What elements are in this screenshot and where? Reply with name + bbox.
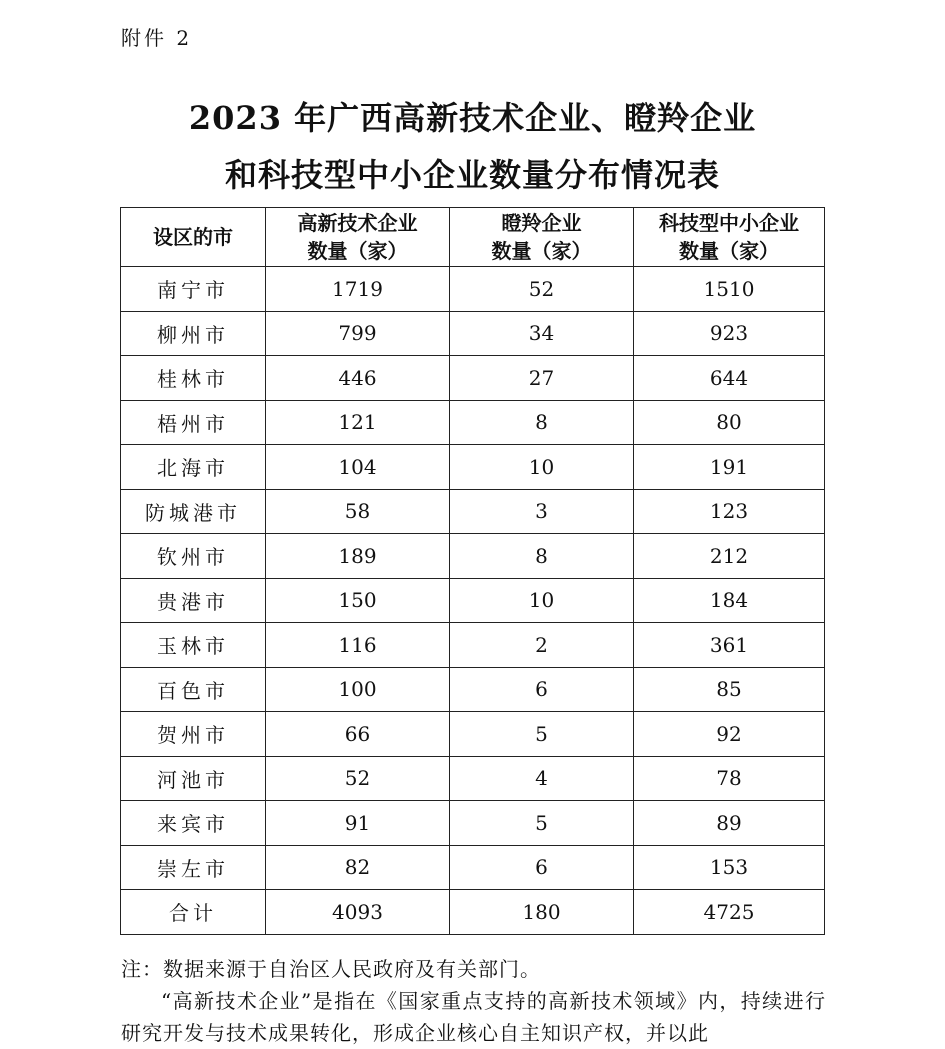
- cell-gazelle: 27: [450, 356, 634, 401]
- page-title-line1: 2023 年广西高新技术企业、瞪羚企业: [188, 99, 757, 137]
- table-body: [121, 267, 825, 935]
- cell-sme: 85: [634, 667, 825, 712]
- header-sme-line2: 数量（家）: [679, 239, 779, 263]
- definition-note: “高新技术企业”是指在《国家重点支持的高新技术领域》内，持续进行研究开发与技术成果转化，形成企业核心自主知识产权，并以此: [121, 989, 826, 1045]
- cell-city: 贵港市: [121, 578, 266, 623]
- table-row: [121, 267, 825, 312]
- cell-city: 崇左市: [121, 845, 266, 890]
- table-total-row: [121, 890, 825, 935]
- cell-city: 钦州市: [121, 534, 266, 579]
- cell-sme: 361: [634, 623, 825, 668]
- header-sme-line1: 科技型中小企业: [659, 211, 799, 235]
- cell-sme: 4725: [634, 890, 825, 935]
- cell-gazelle: 8: [450, 534, 634, 579]
- cell-high-tech: 121: [266, 400, 450, 445]
- cell-city: 桂林市: [121, 356, 266, 401]
- cell-gazelle: 5: [450, 801, 634, 846]
- cell-sme: 92: [634, 712, 825, 757]
- cell-sme: 80: [634, 400, 825, 445]
- cell-city: 柳州市: [121, 311, 266, 356]
- table-row: [121, 400, 825, 445]
- cell-gazelle: 5: [450, 712, 634, 757]
- table-row: [121, 623, 825, 668]
- cell-gazelle: 180: [450, 890, 634, 935]
- table-row: [121, 756, 825, 801]
- page-title-line2: 和科技型中小企业数量分布情况表: [224, 156, 720, 194]
- table-row: [121, 489, 825, 534]
- cell-high-tech: 4093: [266, 890, 450, 935]
- table-row: [121, 356, 825, 401]
- cell-gazelle: 34: [450, 311, 634, 356]
- cell-high-tech: 91: [266, 801, 450, 846]
- cell-sme: 1510: [634, 267, 825, 312]
- header-gazelle-line1: 瞪羚企业: [501, 211, 582, 235]
- header-high-tech: [266, 208, 450, 267]
- cell-high-tech: 189: [266, 534, 450, 579]
- cell-gazelle: 10: [450, 578, 634, 623]
- cell-high-tech: 1719: [266, 267, 450, 312]
- table-row: [121, 712, 825, 757]
- cell-high-tech: 82: [266, 845, 450, 890]
- cell-gazelle: 52: [450, 267, 634, 312]
- cell-high-tech: 100: [266, 667, 450, 712]
- cell-sme: 184: [634, 578, 825, 623]
- cell-sme: 89: [634, 801, 825, 846]
- header-gazelle-line2: 数量（家）: [491, 239, 592, 263]
- cell-gazelle: 6: [450, 845, 634, 890]
- cell-city: 南宁市: [121, 267, 266, 312]
- cell-sme: 191: [634, 445, 825, 490]
- cell-high-tech: 150: [266, 578, 450, 623]
- table-row: [121, 801, 825, 846]
- cell-sme: 923: [634, 311, 825, 356]
- cell-city: 百色市: [121, 667, 266, 712]
- cell-gazelle: 2: [450, 623, 634, 668]
- cell-high-tech: 58: [266, 489, 450, 534]
- cell-city: 河池市: [121, 756, 266, 801]
- cell-high-tech: 66: [266, 712, 450, 757]
- table-row: [121, 578, 825, 623]
- cell-high-tech: 799: [266, 311, 450, 356]
- enterprise-distribution-table: [120, 207, 825, 935]
- header-city: [121, 208, 266, 267]
- header-gazelle: [450, 208, 634, 267]
- cell-high-tech: 116: [266, 623, 450, 668]
- cell-gazelle: 3: [450, 489, 634, 534]
- cell-high-tech: 52: [266, 756, 450, 801]
- cell-gazelle: 6: [450, 667, 634, 712]
- cell-sme: 123: [634, 489, 825, 534]
- table-row: [121, 445, 825, 490]
- header-city-label: 设区的市: [153, 225, 233, 249]
- cell-sme: 153: [634, 845, 825, 890]
- table-row: [121, 311, 825, 356]
- cell-gazelle: 8: [450, 400, 634, 445]
- header-sme: [634, 208, 825, 267]
- cell-city: 防城港市: [121, 489, 266, 534]
- cell-sme: 212: [634, 534, 825, 579]
- source-note: 注：数据来源于自治区人民政府及有关部门。: [121, 957, 541, 981]
- cell-city: 来宾市: [121, 801, 266, 846]
- cell-city: 贺州市: [121, 712, 266, 757]
- cell-city: 玉林市: [121, 623, 266, 668]
- cell-high-tech: 446: [266, 356, 450, 401]
- attachment-label: 附件 2: [121, 26, 193, 50]
- header-high-tech-line1: 高新技术企业: [297, 211, 418, 235]
- cell-city: 梧州市: [121, 400, 266, 445]
- table-row: [121, 667, 825, 712]
- table-row: [121, 845, 825, 890]
- cell-gazelle: 4: [450, 756, 634, 801]
- table-row: [121, 534, 825, 579]
- cell-sme: 78: [634, 756, 825, 801]
- cell-sme: 644: [634, 356, 825, 401]
- cell-city: 北海市: [121, 445, 266, 490]
- header-high-tech-line2: 数量（家）: [307, 239, 408, 263]
- cell-city: 合计: [121, 890, 266, 935]
- table-header-row: [121, 208, 825, 267]
- cell-gazelle: 10: [450, 445, 634, 490]
- cell-high-tech: 104: [266, 445, 450, 490]
